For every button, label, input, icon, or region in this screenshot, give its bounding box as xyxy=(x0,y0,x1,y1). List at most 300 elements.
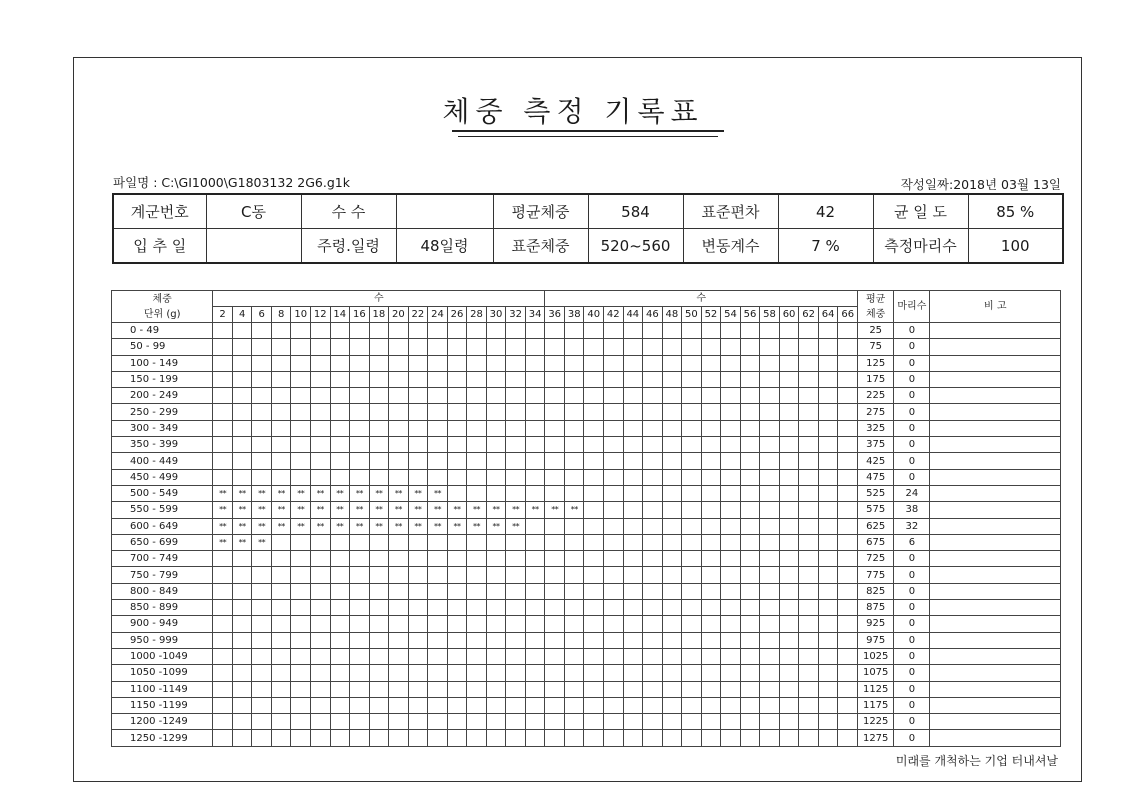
bird-count: 0 xyxy=(894,404,930,420)
histogram-cell xyxy=(838,388,858,404)
histogram-cell xyxy=(525,583,545,599)
histogram-cell xyxy=(545,420,565,436)
weight-unit-header xyxy=(112,291,213,323)
histogram-cell xyxy=(252,665,272,681)
histogram-cell xyxy=(740,567,760,583)
histogram-cell xyxy=(428,551,448,567)
histogram-cell xyxy=(525,485,545,501)
histogram-cell xyxy=(330,697,350,713)
value-avg-weight: 584 xyxy=(588,194,683,229)
histogram-cell xyxy=(350,681,370,697)
histogram-cell xyxy=(330,714,350,730)
histogram-cell xyxy=(760,567,780,583)
histogram-cell xyxy=(604,730,624,747)
histogram-cell: ** xyxy=(213,518,233,534)
histogram-cell xyxy=(408,420,428,436)
histogram-cell xyxy=(467,583,487,599)
histogram-cell xyxy=(604,697,624,713)
histogram-cell xyxy=(369,371,389,387)
histogram-cell xyxy=(799,714,819,730)
histogram-cell xyxy=(838,339,858,355)
remarks-cell xyxy=(930,697,1061,713)
weight-range: 1250 -1299 xyxy=(112,730,213,747)
histogram-cell xyxy=(506,453,526,469)
histogram-cell xyxy=(330,534,350,550)
histogram-cell xyxy=(740,420,760,436)
histogram-cell xyxy=(350,534,370,550)
histogram-cell xyxy=(623,355,643,371)
histogram-cell xyxy=(604,485,624,501)
histogram-cell xyxy=(564,730,584,747)
table-row xyxy=(112,437,1061,453)
histogram-cell xyxy=(486,567,506,583)
histogram-cell xyxy=(623,323,643,339)
histogram-cell xyxy=(604,616,624,632)
histogram-cell xyxy=(643,502,663,518)
histogram-cell xyxy=(311,420,331,436)
weight-range: 150 - 199 xyxy=(112,371,213,387)
histogram-cell xyxy=(506,323,526,339)
histogram-cell xyxy=(291,371,311,387)
histogram-cell xyxy=(623,339,643,355)
bird-count: 0 xyxy=(894,648,930,664)
histogram-cell xyxy=(818,355,838,371)
histogram-cell xyxy=(213,681,233,697)
histogram-cell xyxy=(662,632,682,648)
histogram-cell xyxy=(760,518,780,534)
histogram-cell xyxy=(662,600,682,616)
histogram-cell xyxy=(584,485,604,501)
label-cv: 변동계수 xyxy=(683,229,778,264)
histogram-cell: ** xyxy=(525,502,545,518)
bird-count: 6 xyxy=(894,534,930,550)
histogram-cell xyxy=(564,648,584,664)
histogram-cell xyxy=(369,404,389,420)
histogram-cell xyxy=(779,469,799,485)
histogram-cell xyxy=(486,665,506,681)
weight-range: 450 - 499 xyxy=(112,469,213,485)
histogram-cell xyxy=(584,583,604,599)
histogram-cell xyxy=(408,534,428,550)
column-header: 28 xyxy=(467,307,487,323)
histogram-cell xyxy=(467,534,487,550)
histogram-cell xyxy=(525,681,545,697)
histogram-cell xyxy=(838,437,858,453)
histogram-cell xyxy=(467,453,487,469)
histogram-cell xyxy=(525,518,545,534)
histogram-cell xyxy=(291,632,311,648)
histogram-cell xyxy=(564,665,584,681)
histogram-cell xyxy=(506,534,526,550)
histogram-cell xyxy=(740,681,760,697)
histogram-cell xyxy=(740,665,760,681)
histogram-cell xyxy=(701,469,721,485)
weight-range: 200 - 249 xyxy=(112,388,213,404)
bird-count: 0 xyxy=(894,697,930,713)
histogram-cell xyxy=(232,355,252,371)
title-underline xyxy=(452,130,724,132)
histogram-cell xyxy=(506,420,526,436)
histogram-cell xyxy=(291,697,311,713)
histogram-cell xyxy=(838,600,858,616)
histogram-cell xyxy=(447,371,467,387)
histogram-cell xyxy=(838,648,858,664)
histogram-cell xyxy=(408,632,428,648)
histogram-cell xyxy=(564,485,584,501)
histogram-cell xyxy=(350,583,370,599)
histogram-cell xyxy=(838,714,858,730)
histogram-cell xyxy=(525,388,545,404)
histogram-cell xyxy=(701,453,721,469)
histogram-cell xyxy=(408,648,428,664)
bird-count: 0 xyxy=(894,583,930,599)
histogram-cell xyxy=(506,371,526,387)
histogram-cell xyxy=(369,648,389,664)
histogram-cell xyxy=(330,648,350,664)
histogram-cell xyxy=(232,730,252,747)
histogram-cell xyxy=(447,420,467,436)
histogram-cell xyxy=(447,534,467,550)
histogram-cell xyxy=(799,681,819,697)
histogram-cell xyxy=(506,714,526,730)
histogram-cell xyxy=(545,648,565,664)
histogram-cell: ** xyxy=(213,534,233,550)
histogram-cell xyxy=(584,469,604,485)
remarks-cell xyxy=(930,681,1061,697)
histogram-cell xyxy=(350,355,370,371)
histogram-cell xyxy=(311,648,331,664)
histogram-cell xyxy=(623,567,643,583)
bird-count: 24 xyxy=(894,485,930,501)
histogram-cell xyxy=(682,697,702,713)
histogram-cell xyxy=(428,648,448,664)
histogram-cell xyxy=(467,714,487,730)
histogram-cell xyxy=(545,632,565,648)
histogram-cell xyxy=(799,648,819,664)
bird-count: 0 xyxy=(894,453,930,469)
histogram-cell xyxy=(779,502,799,518)
histogram-cell xyxy=(682,371,702,387)
histogram-cell xyxy=(799,323,819,339)
histogram-cell xyxy=(506,485,526,501)
bird-count: 0 xyxy=(894,469,930,485)
histogram-cell xyxy=(662,355,682,371)
histogram-cell xyxy=(467,323,487,339)
histogram-cell xyxy=(779,323,799,339)
histogram-cell xyxy=(740,632,760,648)
histogram-cell xyxy=(584,518,604,534)
histogram-cell xyxy=(408,404,428,420)
histogram-cell xyxy=(291,600,311,616)
histogram-cell xyxy=(232,648,252,664)
histogram-cell xyxy=(213,453,233,469)
histogram-cell xyxy=(389,437,409,453)
histogram-cell: ** xyxy=(408,502,428,518)
histogram-cell xyxy=(486,420,506,436)
average-weight: 1175 xyxy=(858,697,894,713)
histogram-cell xyxy=(311,355,331,371)
histogram-cell xyxy=(662,469,682,485)
weight-range: 550 - 599 xyxy=(112,502,213,518)
histogram-cell xyxy=(506,583,526,599)
histogram-cell xyxy=(447,665,467,681)
histogram-cell xyxy=(643,697,663,713)
histogram-cell xyxy=(447,600,467,616)
histogram-cell xyxy=(506,632,526,648)
histogram-cell xyxy=(584,502,604,518)
histogram-cell xyxy=(271,600,291,616)
bird-count: 0 xyxy=(894,355,930,371)
histogram-cell xyxy=(389,404,409,420)
column-header: 16 xyxy=(350,307,370,323)
histogram-cell xyxy=(643,355,663,371)
remarks-cell xyxy=(930,404,1061,420)
histogram-cell xyxy=(701,355,721,371)
histogram-cell xyxy=(662,665,682,681)
histogram-cell xyxy=(486,681,506,697)
histogram-cell xyxy=(213,714,233,730)
histogram-cell: ** xyxy=(467,518,487,534)
column-header: 40 xyxy=(584,307,604,323)
column-header: 58 xyxy=(760,307,780,323)
histogram-cell: ** xyxy=(271,502,291,518)
histogram-cell xyxy=(584,437,604,453)
histogram-cell xyxy=(779,583,799,599)
histogram-cell xyxy=(545,371,565,387)
histogram-cell xyxy=(389,648,409,664)
histogram-cell xyxy=(408,388,428,404)
histogram-cell xyxy=(252,681,272,697)
histogram-cell xyxy=(252,648,272,664)
histogram-cell xyxy=(623,388,643,404)
histogram-cell xyxy=(525,600,545,616)
histogram-cell xyxy=(291,388,311,404)
histogram-cell xyxy=(643,534,663,550)
histogram-cell xyxy=(818,551,838,567)
histogram-cell xyxy=(740,323,760,339)
histogram-cell xyxy=(525,420,545,436)
remarks-cell xyxy=(930,502,1061,518)
histogram-cell xyxy=(389,371,409,387)
histogram-cell xyxy=(330,420,350,436)
histogram-cell xyxy=(818,534,838,550)
histogram-cell xyxy=(271,551,291,567)
histogram-cell xyxy=(838,420,858,436)
bird-count: 0 xyxy=(894,567,930,583)
histogram-cell xyxy=(721,371,741,387)
histogram-cell xyxy=(486,697,506,713)
remarks-cell xyxy=(930,420,1061,436)
average-weight: 875 xyxy=(858,600,894,616)
histogram-cell xyxy=(447,485,467,501)
histogram-cell: ** xyxy=(291,485,311,501)
histogram-cell xyxy=(428,339,448,355)
histogram-cell xyxy=(662,583,682,599)
histogram-cell xyxy=(350,404,370,420)
histogram-cell xyxy=(838,485,858,501)
histogram-cell xyxy=(525,697,545,713)
histogram-cell xyxy=(584,551,604,567)
histogram-cell xyxy=(760,583,780,599)
histogram-cell: ** xyxy=(350,518,370,534)
remarks-cell xyxy=(930,518,1061,534)
histogram-cell xyxy=(721,485,741,501)
weight-distribution-table xyxy=(111,290,1061,747)
histogram-cell xyxy=(271,339,291,355)
histogram-cell xyxy=(232,404,252,420)
average-weight: 1225 xyxy=(858,714,894,730)
histogram-cell xyxy=(584,600,604,616)
histogram-cell xyxy=(467,469,487,485)
histogram-cell xyxy=(369,665,389,681)
histogram-cell xyxy=(330,437,350,453)
histogram-cell: ** xyxy=(369,518,389,534)
weight-header-line2: 단위 (g) xyxy=(143,308,181,320)
histogram-cell xyxy=(330,404,350,420)
histogram-cell xyxy=(838,355,858,371)
remarks-cell xyxy=(930,355,1061,371)
value-age: 48일령 xyxy=(396,229,493,264)
column-header: 48 xyxy=(662,307,682,323)
average-weight: 475 xyxy=(858,469,894,485)
histogram-cell xyxy=(818,388,838,404)
label-avg-weight: 평균체중 xyxy=(493,194,588,229)
histogram-cell xyxy=(291,567,311,583)
histogram-cell xyxy=(232,567,252,583)
histogram-cell xyxy=(584,665,604,681)
histogram-cell xyxy=(740,534,760,550)
histogram-cell xyxy=(760,730,780,747)
histogram-cell: ** xyxy=(330,502,350,518)
histogram-cell xyxy=(584,339,604,355)
histogram-cell xyxy=(701,714,721,730)
histogram-cell xyxy=(525,339,545,355)
histogram-cell: ** xyxy=(408,485,428,501)
histogram-cell xyxy=(779,404,799,420)
column-header: 14 xyxy=(330,307,350,323)
histogram-cell xyxy=(467,632,487,648)
histogram-cell xyxy=(799,371,819,387)
histogram-cell: ** xyxy=(389,518,409,534)
histogram-cell: ** xyxy=(428,502,448,518)
histogram-cell xyxy=(740,600,760,616)
histogram-cell xyxy=(584,453,604,469)
histogram-cell xyxy=(408,681,428,697)
table-row xyxy=(112,697,1061,713)
histogram-cell xyxy=(330,371,350,387)
table-row xyxy=(112,632,1061,648)
average-weight: 575 xyxy=(858,502,894,518)
histogram-cell xyxy=(213,323,233,339)
histogram-cell xyxy=(486,355,506,371)
histogram-cell xyxy=(584,616,604,632)
histogram-cell xyxy=(408,469,428,485)
bird-count: 0 xyxy=(894,551,930,567)
table-row xyxy=(112,714,1061,730)
histogram-cell xyxy=(740,355,760,371)
histogram-cell xyxy=(721,388,741,404)
histogram-cell xyxy=(721,730,741,747)
histogram-cell xyxy=(389,323,409,339)
histogram-cell xyxy=(369,469,389,485)
histogram-cell xyxy=(740,485,760,501)
histogram-cell xyxy=(311,371,331,387)
histogram-cell xyxy=(545,388,565,404)
histogram-cell xyxy=(311,583,331,599)
column-header: 62 xyxy=(799,307,819,323)
histogram-cell xyxy=(350,469,370,485)
histogram-cell xyxy=(799,632,819,648)
average-weight: 375 xyxy=(858,437,894,453)
histogram-cell: ** xyxy=(467,502,487,518)
histogram-cell xyxy=(389,714,409,730)
histogram-cell xyxy=(271,616,291,632)
histogram-cell xyxy=(428,730,448,747)
histogram-cell: ** xyxy=(330,518,350,534)
histogram-cell xyxy=(584,388,604,404)
histogram-cell xyxy=(330,453,350,469)
remarks-cell xyxy=(930,388,1061,404)
histogram-cell: ** xyxy=(213,502,233,518)
histogram-cell xyxy=(740,339,760,355)
histogram-cell xyxy=(682,632,702,648)
histogram-cell xyxy=(252,616,272,632)
table-row xyxy=(112,551,1061,567)
histogram-cell xyxy=(643,567,663,583)
histogram-cell xyxy=(311,534,331,550)
histogram-cell xyxy=(701,681,721,697)
histogram-cell xyxy=(604,323,624,339)
histogram-cell xyxy=(662,616,682,632)
histogram-cell xyxy=(428,323,448,339)
histogram-cell xyxy=(760,714,780,730)
value-std-weight: 520~560 xyxy=(588,229,683,264)
histogram-cell xyxy=(701,730,721,747)
histogram-cell xyxy=(584,632,604,648)
column-header: 60 xyxy=(779,307,799,323)
histogram-cell xyxy=(818,502,838,518)
histogram-cell xyxy=(799,453,819,469)
histogram-cell: ** xyxy=(447,502,467,518)
histogram-cell xyxy=(232,371,252,387)
histogram-cell xyxy=(682,355,702,371)
count-header-right: 수 xyxy=(545,291,858,307)
histogram-cell xyxy=(545,437,565,453)
histogram-cell xyxy=(760,551,780,567)
histogram-cell xyxy=(506,339,526,355)
table-row xyxy=(112,485,1061,501)
histogram-cell xyxy=(604,648,624,664)
histogram-cell xyxy=(369,583,389,599)
column-header: 50 xyxy=(682,307,702,323)
histogram-cell xyxy=(428,632,448,648)
histogram-cell xyxy=(408,323,428,339)
table-row xyxy=(112,339,1061,355)
histogram-cell xyxy=(721,583,741,599)
histogram-cell xyxy=(682,714,702,730)
histogram-cell xyxy=(682,665,702,681)
column-header: 12 xyxy=(311,307,331,323)
histogram-cell xyxy=(271,583,291,599)
histogram-cell xyxy=(232,323,252,339)
histogram-cell xyxy=(643,681,663,697)
weight-range: 1050 -1099 xyxy=(112,665,213,681)
histogram-cell xyxy=(271,404,291,420)
histogram-cell xyxy=(506,616,526,632)
footer-slogan: 미래를 개척하는 기업 터내셔날 xyxy=(895,754,1058,768)
histogram-cell xyxy=(447,714,467,730)
average-weight: 1125 xyxy=(858,681,894,697)
